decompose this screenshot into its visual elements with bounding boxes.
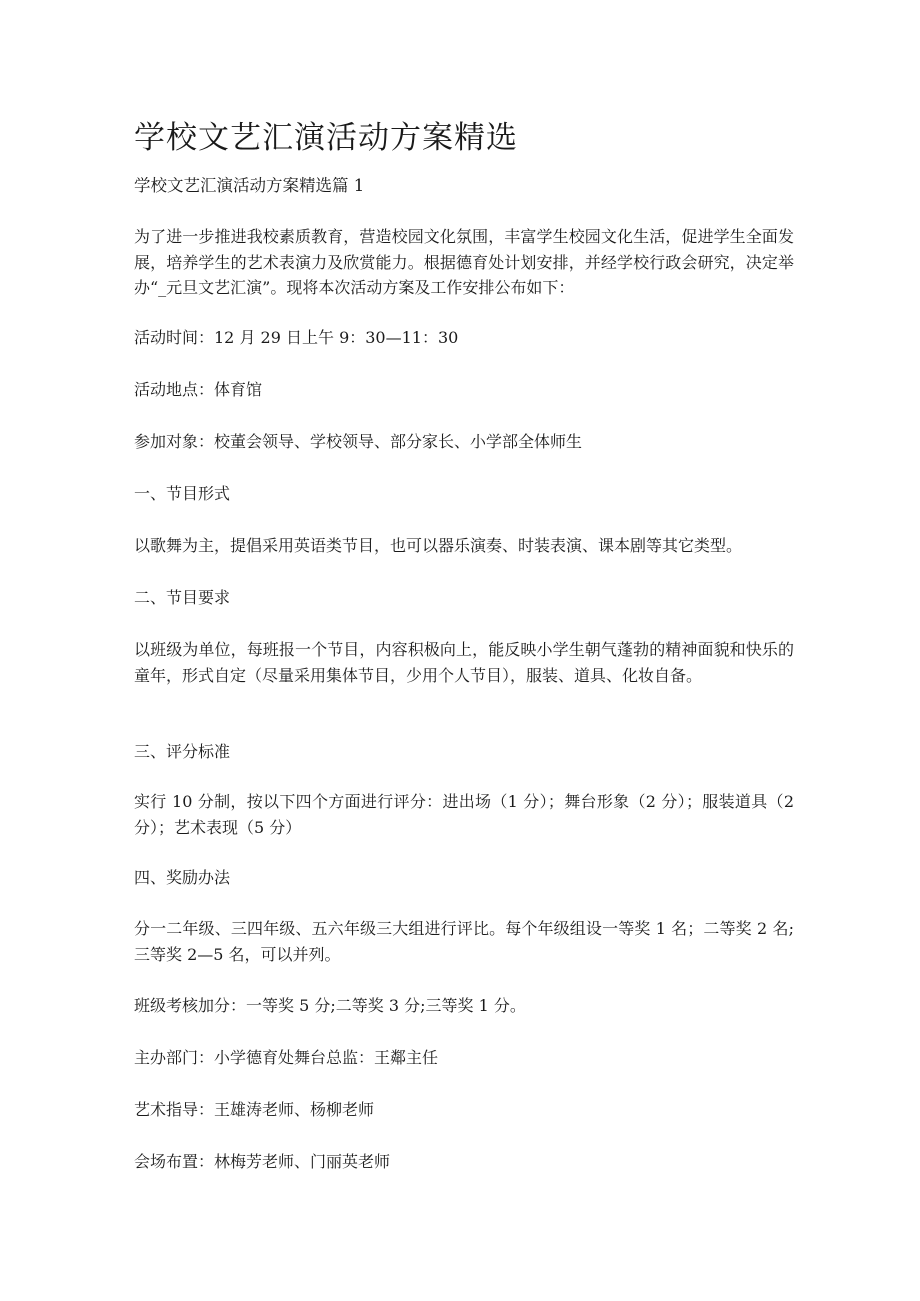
section-heading-program-form: 一、节目形式 xyxy=(134,484,231,503)
document-subtitle: 学校文艺汇演活动方案精选篇 1 xyxy=(134,176,365,195)
section-heading-awards: 四、奖励办法 xyxy=(134,868,231,887)
program-form-text: 以歌舞为主，提倡采用英语类节目，也可以器乐演奏、时装表演、课本剧等其它类型。 xyxy=(134,536,743,555)
activity-location: 活动地点：体育馆 xyxy=(134,380,263,399)
intro-paragraph: 为了进一步推进我校素质教育，营造校园文化氛围，丰富学生校园文化生活，促进学生全面发展，培养学生的艺术表演力及欣赏能力。根据德育处计划安排，并经学校行政会研究，决定举办“_元旦文艺汇演”。现将本次活动方案及工作安排公布如下： xyxy=(134,227,794,297)
section-heading-scoring-criteria: 三、评分标准 xyxy=(134,742,231,761)
activity-time: 活动时间：12 月 29 日上午 9：30—11：30 xyxy=(134,328,459,347)
class-assessment-bonus: 班级考核加分：一等奖 5 分;二等奖 3 分;三等奖 1 分。 xyxy=(134,996,526,1015)
art-director: 艺术指导：王雄涛老师、杨柳老师 xyxy=(134,1100,375,1119)
awards-text: 分一二年级、三四年级、五六年级三大组进行评比。每个年级组设一等奖 1 名；二等奖 2 名;三等奖 2—5 名，可以并列。 xyxy=(134,919,794,964)
program-requirements-text: 以班级为单位，每班报一个节目，内容积极向上，能反映小学生朝气蓬勃的精神面貌和快乐的童年，形式自定（尽量采用集体节目，少用个人节目），服装、道具、化妆自备。 xyxy=(134,640,794,685)
participants: 参加对象：校董会领导、学校领导、部分家长、小学部全体师生 xyxy=(134,432,583,451)
scoring-criteria-text: 实行 10 分制，按以下四个方面进行评分：进出场（1 分）；舞台形象（2 分）；服装道具（2 分）；艺术表现（5 分） xyxy=(134,792,794,837)
venue-setup: 会场布置：林梅芳老师、门丽英老师 xyxy=(134,1152,391,1171)
document-title: 学校文艺汇演活动方案精选 xyxy=(134,120,518,156)
organizer: 主办部门：小学德育处舞台总监：王鄰主任 xyxy=(134,1048,439,1067)
section-heading-program-requirements: 二、节目要求 xyxy=(134,588,231,607)
